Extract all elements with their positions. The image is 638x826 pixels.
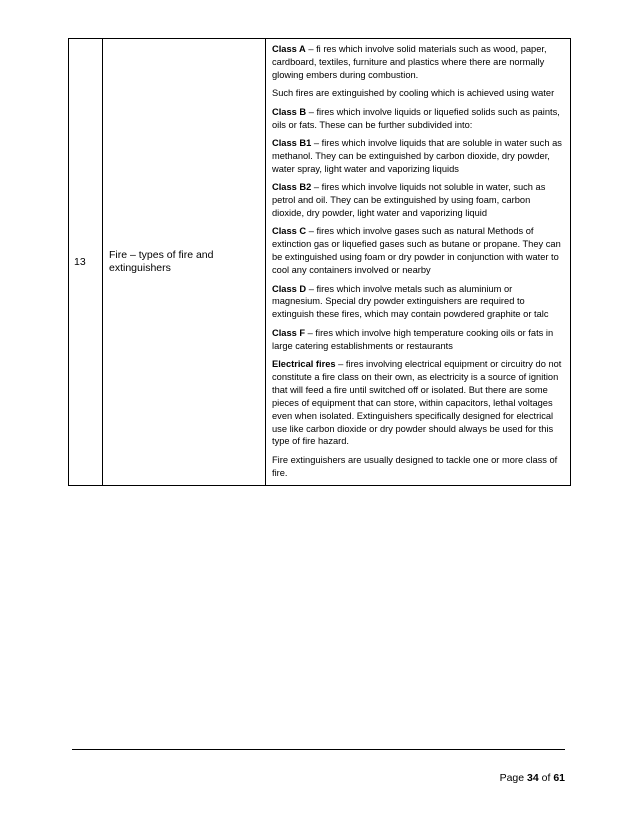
paragraph-text: – fires which involve liquids that are soluble in water such as methanol. They can be extinguished by carbon dioxide, dry powder, water spray, light water and vaporizing liquids (272, 137, 562, 174)
paragraph-text: – fires which involve liquids not soluble in water, such as petrol and oil. They can be extinguished by using foam, carbon dioxide, dry powder, light water and vaporizing liquid (272, 182, 546, 218)
paragraph-class-f (272, 327, 563, 353)
paragraph-text: – fires which involve liquids or liquefied solids such as paints, oils or fats. These can be further subdivided into: (272, 106, 560, 130)
paragraph-label: Class B2 (272, 182, 312, 193)
paragraph-class-b2 (272, 181, 563, 220)
paragraph-label: Class D (272, 283, 307, 294)
paragraph-text: – fires which involve high temperature cooking oils or fats in large catering establishments or restaurants (272, 327, 554, 351)
row-description (266, 39, 571, 486)
paragraph-class-c (272, 225, 563, 277)
paragraph-label: Class F (272, 327, 306, 338)
paragraph-text: – fires involving electrical equipment or circuitry do not constitute a fire class on their own, as electricity is a source of ignition that will feed a fire until switched off or isolated. But there are some pieces of equipment that can store, within capacitors, lethal voltages even when isolated. Extinguishers specifically designed for electrical use like carbon dioxide or dry powder should always be used for this type of fire hazard. (272, 359, 562, 447)
paragraph-label: Class C (272, 226, 307, 237)
row-number: 13 (69, 39, 103, 486)
current-page: 34 (527, 772, 539, 784)
paragraph-label: Class A (272, 44, 306, 54)
page-prefix: Page (499, 772, 528, 784)
paragraph-class-a-extinguishing (272, 87, 563, 100)
paragraph-text: – fires which involve metals such as aluminium or magnesium. Special dry powder extinguishers are required to extinguish these fires, which may contain powdered graphite or talc (272, 283, 549, 320)
paragraph-text: – fires which involve gases such as natural Methods of extinction gas or liquefied gases such as butane or propane. They can be extinguished using foam or dry powder in conjunction with water to cool any containers involved or nearby (272, 226, 561, 276)
paragraph-text: Such fires are extinguished by cooling which is achieved using water (272, 88, 555, 99)
content-table (68, 38, 571, 486)
footer-divider (72, 749, 565, 750)
paragraph-class-b1 (272, 137, 563, 176)
paragraph-class-d (272, 283, 563, 322)
paragraph-label: Electrical fires (272, 359, 336, 370)
row-topic: Fire – types of fire and extinguishers (103, 39, 266, 486)
total-pages: 61 (553, 772, 565, 784)
paragraph-label: Class B1 (272, 137, 312, 148)
page-of: of (538, 772, 554, 784)
table-row (69, 39, 571, 486)
paragraph-summary (272, 454, 563, 480)
paragraph-text: – fi res which involve solid materials such as wood, paper, cardboard, textiles, furniture and plastics where there are normally glowing embers during combustion. (272, 44, 547, 80)
paragraph-class-a (272, 43, 563, 82)
page-number (440, 772, 565, 784)
paragraph-class-b (272, 106, 563, 132)
paragraph-text: Fire extinguishers are usually designed to tackle one or more class of fire. (272, 454, 558, 478)
paragraph-electrical-fires (272, 358, 563, 448)
paragraph-label: Class B (272, 106, 307, 117)
